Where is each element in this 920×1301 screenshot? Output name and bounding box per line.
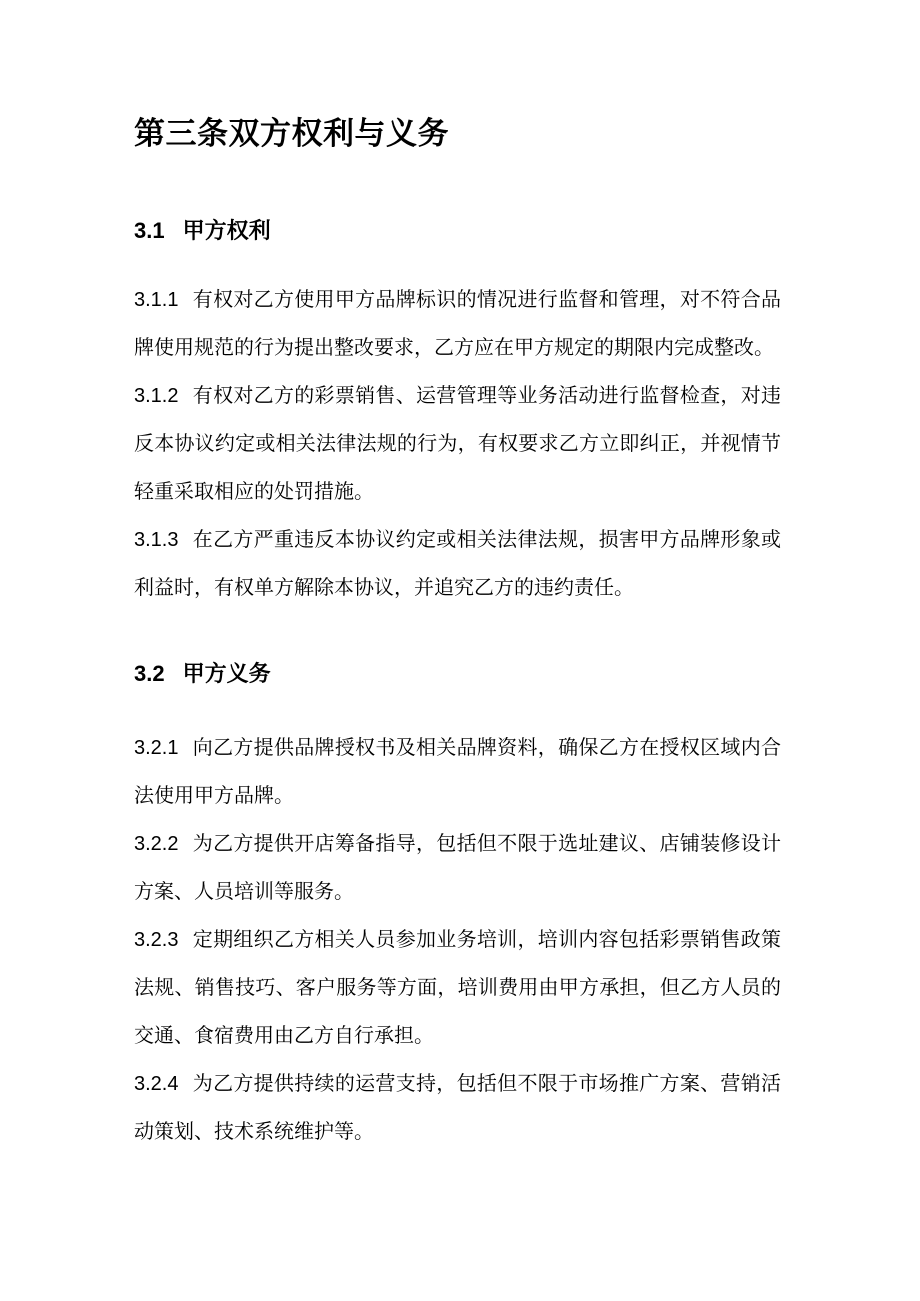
section-number: 3.1 xyxy=(134,218,165,243)
clause-text: 在乙方严重违反本协议约定或相关法律法规，损害甲方品牌形象或利益时，有权单方解除本协议，并追究乙方的违约责任。 xyxy=(134,529,781,599)
section-heading-3-1 xyxy=(134,216,781,246)
clause-paragraph-3-1-3 xyxy=(134,516,781,612)
clause-text: 向乙方提供品牌授权书及相关品牌资料，确保乙方在授权区域内合法使用甲方品牌。 xyxy=(134,737,781,807)
section-heading-label: 甲方义务 xyxy=(182,661,271,686)
section-number: 3.2 xyxy=(134,661,165,686)
section-heading-label: 甲方权利 xyxy=(182,218,271,243)
clause-number: 3.1.1 xyxy=(134,289,179,311)
clause-paragraph-3-1-1 xyxy=(134,276,781,372)
clause-paragraph-3-2-3 xyxy=(134,916,781,1060)
clause-text: 为乙方提供开店筹备指导，包括但不限于选址建议、店铺装修设计方案、人员培训等服务。 xyxy=(134,833,781,903)
clause-text: 为乙方提供持续的运营支持，包括但不限于市场推广方案、营销活动策划、技术系统维护等。 xyxy=(134,1073,781,1143)
clause-number: 3.2.4 xyxy=(134,1073,179,1095)
clause-paragraph-3-2-2 xyxy=(134,820,781,916)
clause-number: 3.2.2 xyxy=(134,833,179,855)
document-content xyxy=(0,112,920,1156)
clause-paragraph-3-2-4 xyxy=(134,1060,781,1156)
clause-text: 有权对乙方的彩票销售、运营管理等业务活动进行监督检查，对违反本协议约定或相关法律法规的行为，有权要求乙方立即纠正，并视情节轻重采取相应的处罚措施。 xyxy=(134,385,781,503)
clause-number: 3.1.2 xyxy=(134,385,179,407)
clause-paragraph-3-2-1 xyxy=(134,724,781,820)
doc-title: 第三条双方权利与义务 xyxy=(134,116,449,151)
section-heading-3-2 xyxy=(134,659,781,689)
clause-text: 定期组织乙方相关人员参加业务培训，培训内容包括彩票销售政策法规、销售技巧、客户服务等方面，培训费用由甲方承担，但乙方人员的交通、食宿费用由乙方自行承担。 xyxy=(134,929,781,1047)
clause-number: 3.2.1 xyxy=(134,737,179,759)
clause-number: 3.1.3 xyxy=(134,529,179,551)
clause-text: 有权对乙方使用甲方品牌标识的情况进行监督和管理，对不符合品牌使用规范的行为提出整改要求，乙方应在甲方规定的期限内完成整改。 xyxy=(134,289,781,359)
clause-paragraph-3-1-2 xyxy=(134,372,781,516)
clause-number: 3.2.3 xyxy=(134,929,179,951)
